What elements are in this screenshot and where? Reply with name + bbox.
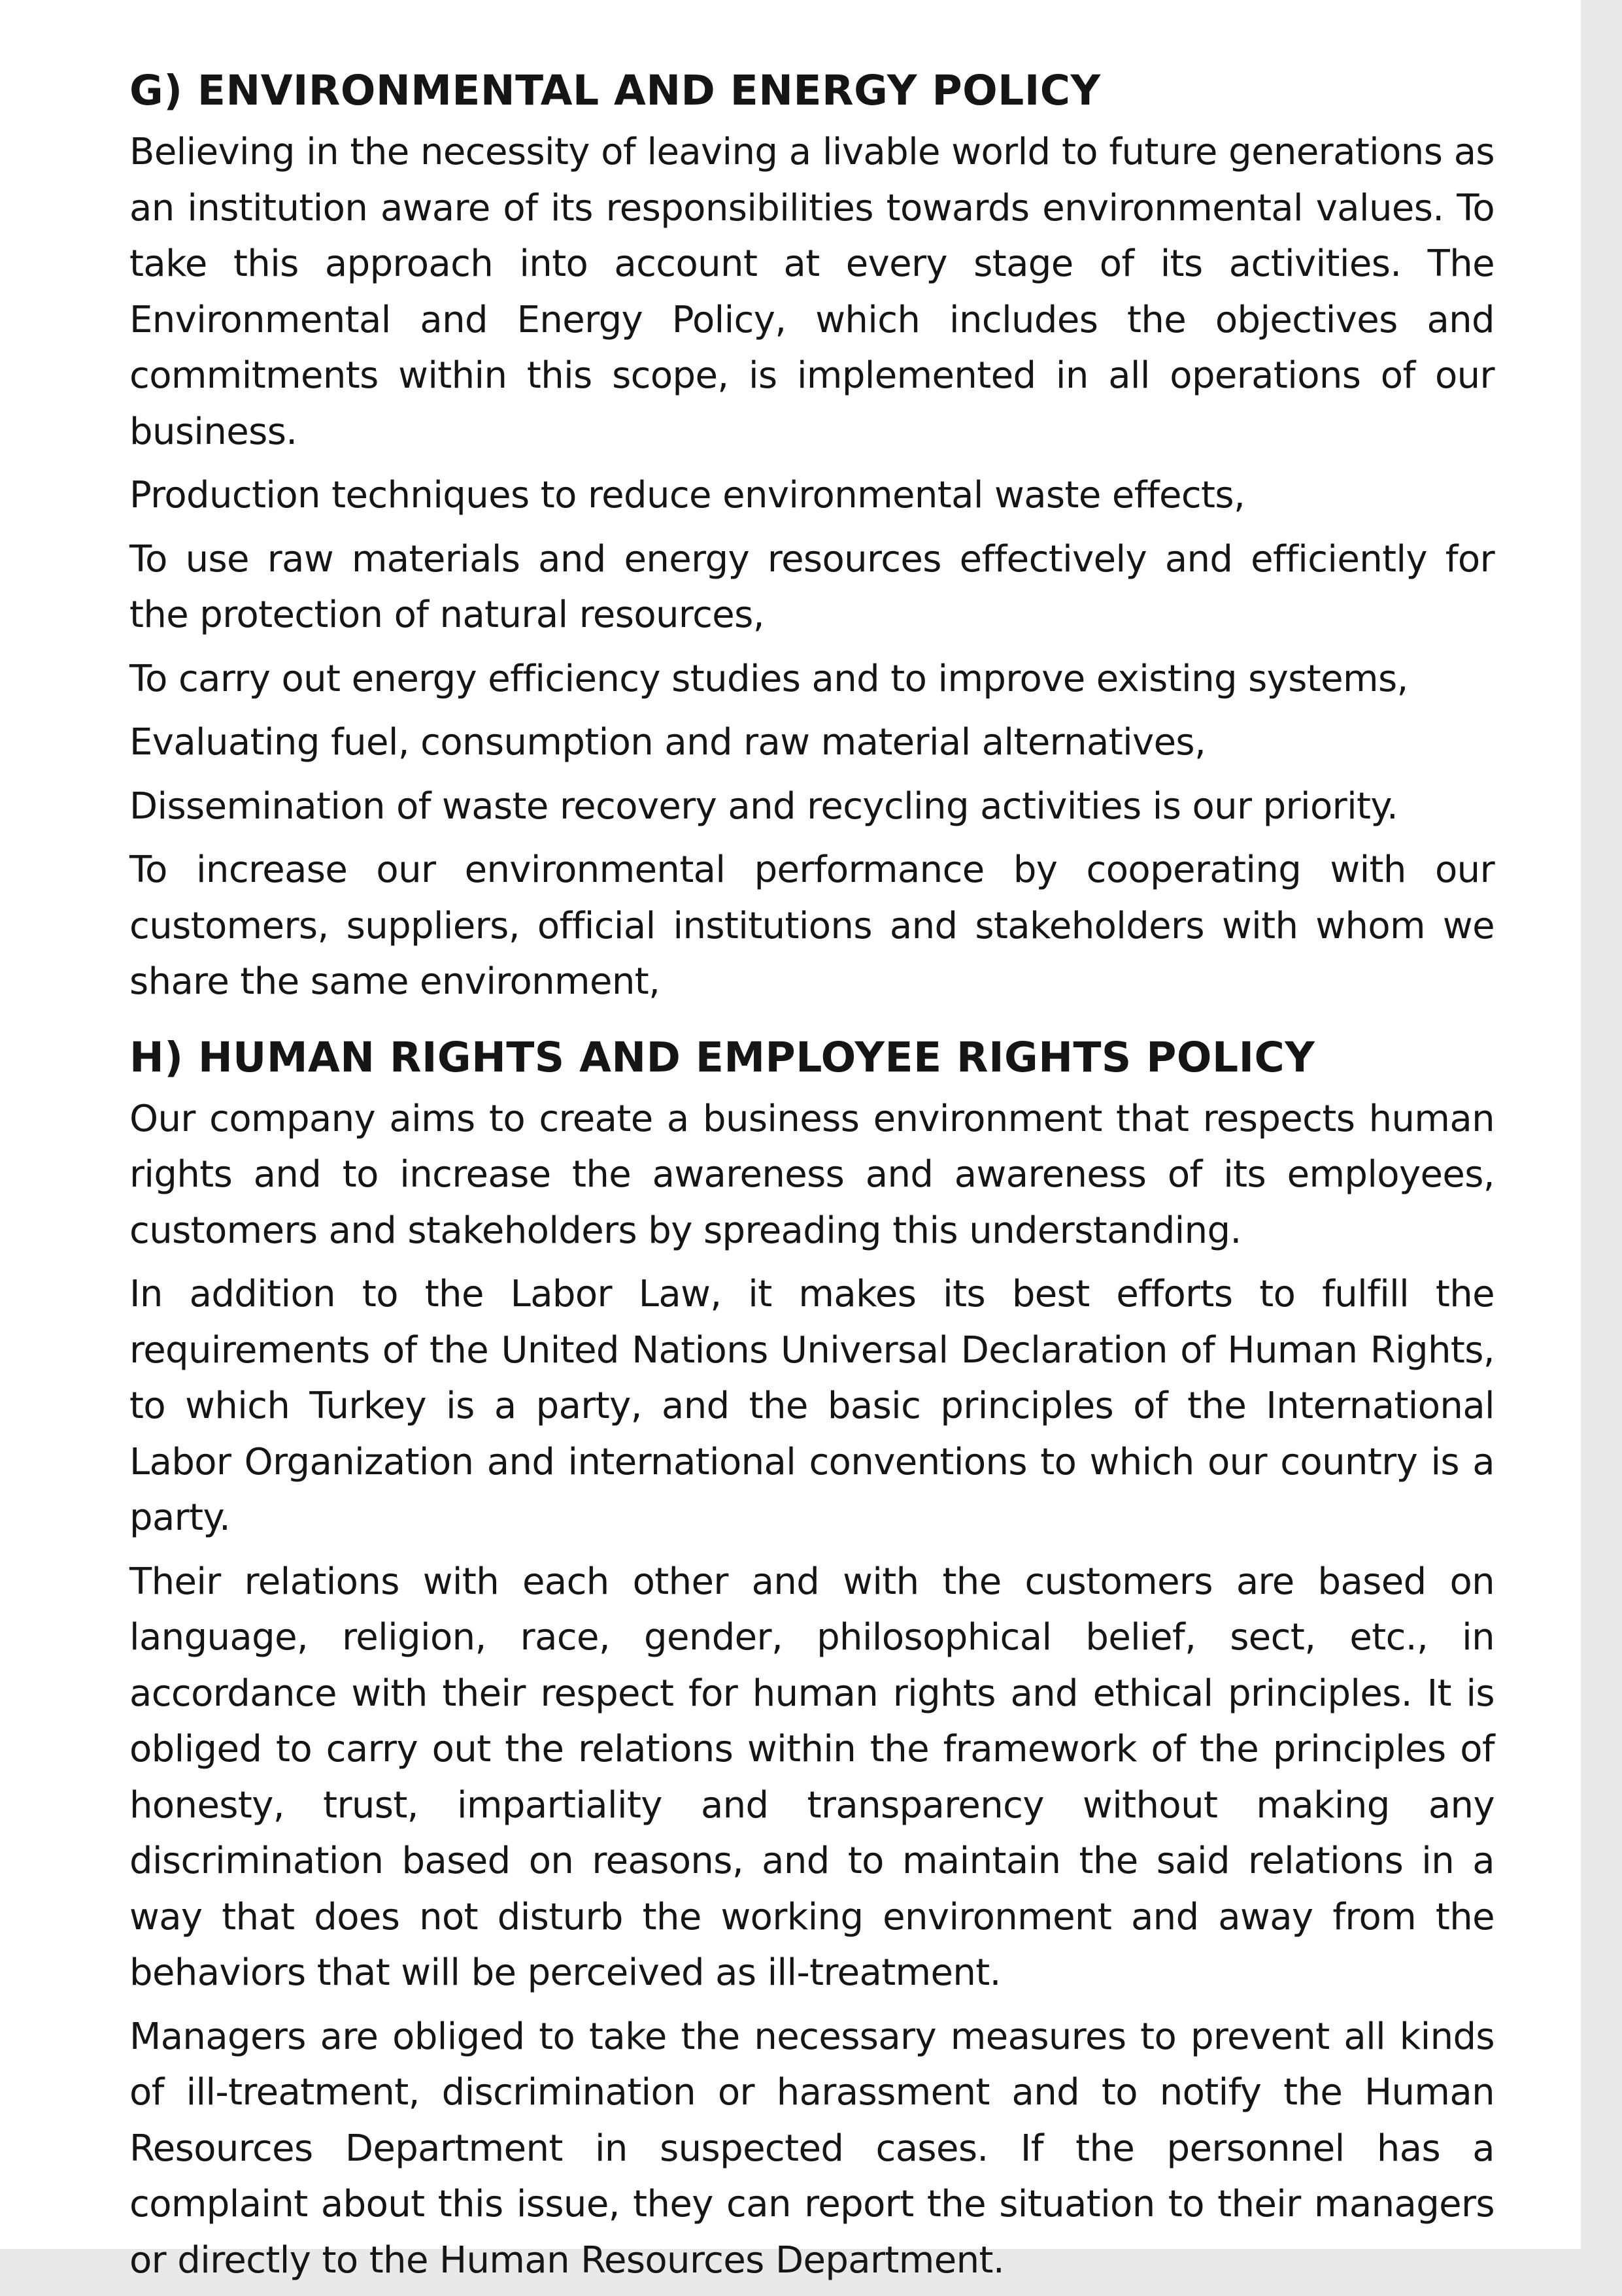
paragraph: To use raw materials and energy resources effectively and efficiently for the protection of natural resources, [129, 537, 1495, 636]
paragraph: Production techniques to reduce environmental waste effects, [129, 474, 1245, 516]
section-heading-environmental-energy-policy: G) ENVIRONMENTAL AND ENERGY POLICY [129, 67, 1101, 114]
paragraph: To carry out energy efficiency studies and to improve existing systems, [129, 657, 1408, 700]
paragraph: Dissemination of waste recovery and recycling activities is our priority. [129, 785, 1398, 828]
paragraph: Our company aims to create a business environment that respects human rights and to increase the awareness and awareness of its employees, customers and stakeholders by spreading this understanding. [129, 1097, 1495, 1252]
document-content [129, 63, 1495, 2296]
section-heading-human-employee-rights-policy: H) HUMAN RIGHTS AND EMPLOYEE RIGHTS POLICY [129, 1033, 1315, 1081]
paragraph: Their relations with each other and with the customers are based on language, religion, race, gender, philosophical belief, sect, etc., in accordance with their respect for human rights and ethical principles. It is obliged to carry out the relations within the framework of the principles of honesty, trust, impartiality and transparency without making any discrimination based on reasons, and to maintain the said relations in a way that does not disturb the working environment and away from the behaviors that will be perceived as ill-treatment. [129, 1560, 1495, 1994]
paragraph: To increase our environmental performance by cooperating with our customers, suppliers, official institutions and stakeholders with whom we share the same environment, [129, 849, 1495, 1003]
paragraph: Evaluating fuel, consumption and raw material alternatives, [129, 721, 1206, 764]
paragraph: In addition to the Labor Law, it makes its best efforts to fulfill the requirements of the United Nations Universal Declaration of Human Rights, to which Turkey is a party, and the basic principles of the International Labor Organization and international conventions to which our country is a party. [129, 1273, 1495, 1539]
paragraph: Managers are obliged to take the necessary measures to prevent all kinds of ill-treatment, discrimination or harassment and to notify the Human Resources Department in suspected cases. If the personnel has a complaint about this issue, they can report the situation to their managers or directly to the Human Resources Department. [129, 2015, 1495, 2282]
paragraph: Believing in the necessity of leaving a livable world to future generations as an institution aware of its responsibilities towards environmental values. To take this approach into account at every stage of its activities. The Environmental and Energy Policy, which includes the objectives and commitments within this scope, is implemented in all operations of our business. [129, 131, 1495, 453]
